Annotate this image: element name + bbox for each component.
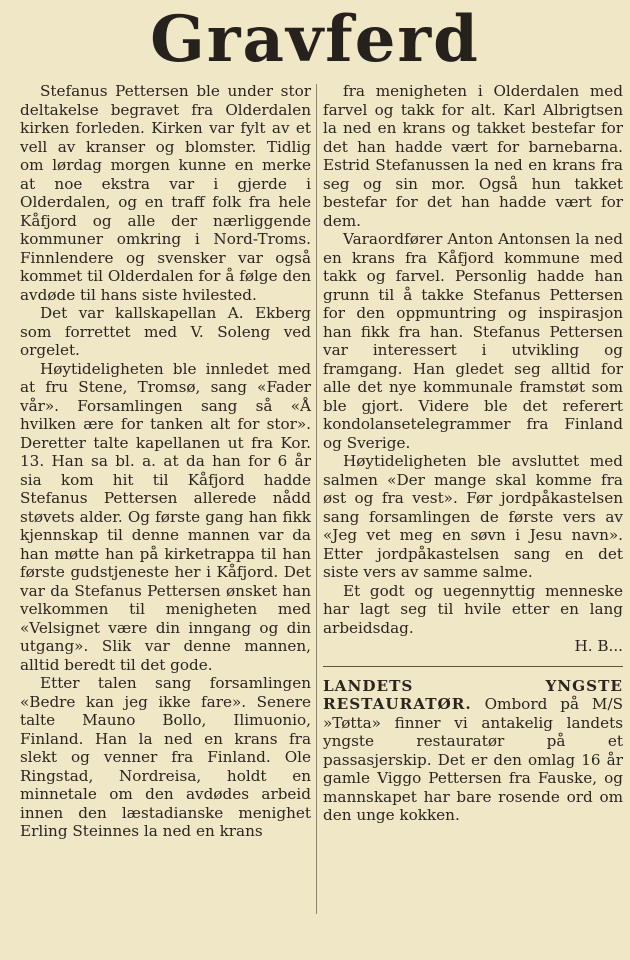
signature: H. B... (574, 637, 623, 655)
article-paragraph: Etter talen sang forsamlingen «Bedre kan jeg ikke fare». Senere talte Mauno Bollo, Ilimuonio, Finland. Han la ned en krans fra slekt og venner fra Finland. Ole Ringstad, Nordreisa, holdt en minnetale om den avdødes arbeid innen den læstadianske menighet Erling Steinnes la ned en krans (20, 674, 311, 840)
article-paragraph: Et godt og uegennyttig menneske har lagt seg til hvile etter en lang arbeidsdag. (323, 581, 623, 637)
article-paragraph: Høytideligheten ble innledet med at fru Stene, Tromsø, sang «Fader vår». Forsamlingen sang så «Å hvilken ære for tanken alt for stor». Deretter talte kapellanen ut fra Kor. 13. Han sa bl. a. at da han for 6 år sia kom hit til Kåfjord hadde Stefanus Pettersen allerede nådd støvets alder. Og første gang han fikk kjennskap til denne mannen var da han møtte han på kirketrappa til han første gudstjeneste her i Kåfjord. Det var da Stefanus Pettersen ønsket han velkommen til menigheten med «Velsignet være din inngang og din utgang». Slik var denne mannen, alltid beredt til det gode. (20, 359, 311, 674)
column-divider (316, 84, 317, 914)
signature-line (323, 637, 623, 656)
restaurant-lead: LANDETS YNGSTE RESTAURATØR. (323, 676, 623, 713)
headline: Gravferd (150, 2, 480, 77)
article-paragraph: Høytideligheten ble avsluttet med salmen «Der mange skal komme fra øst og fra vest». Før jordpåkastelsen sang forsamlingen de første vers av «Jeg vet meg en søvn i Jesu navn». Etter jordpåkastelsen sang en det siste vers av samme salme. (323, 452, 623, 581)
article-paragraph: Stefanus Pettersen ble under stor deltakelse begravet fra Olderdalen kirken forleden. Kirken var fylt av et vell av kranser og blomster. Tidlig om lørdag morgen kunne en merke at noe ekstra var i gjerde i Olderdalen, og en traff folk fra hele Kåfjord og alle der nærliggende kommuner omkring i Nord-Troms. Finnlendere og svensker var også kommet til Olderdalen for å følge den avdøde til hans siste hvilested. (20, 82, 311, 304)
restaurant-notice (323, 677, 623, 825)
right-column (323, 82, 623, 825)
article-paragraph: Varaordfører Anton Antonsen la ned en krans fra Kåfjord kommune med takk og farvel. Personlig hadde han grunn til å takke Stefanus Pettersen for den oppmuntring og inspirasjon han fikk fra han. Stefanus Pettersen var interessert i utvikling og framgang. Han gledet seg alltid for alle det nye kommunale framstøt som ble gjort. Videre ble det referert kondolansetelegrammer fra Finland og Sverige. (323, 230, 623, 452)
left-column (20, 82, 311, 841)
section-divider (323, 666, 623, 667)
article-paragraph: Det var kallskapellan A. Ekberg som forrettet med V. Soleng ved orgelet. (20, 304, 311, 359)
article-paragraph: fra menigheten i Olderdalen med farvel og takk for alt. Karl Albrigtsen la ned en krans og takket bestefar for det han hadde vært for barnebarna. Estrid Stefanussen la ned en krans fra seg og sin mor. Også hun takket bestefar for det han hadde vært for dem. (323, 82, 623, 230)
restaurant-body: Ombord på M/S »Tøtta» finner vi antakelig landets yngste restauratør på et passasjerskip. Det er den omlag 16 år gamle Viggo Pettersen fra Fauske, og mannskapet har bare rosende ord om den unge kokken. (323, 695, 623, 824)
